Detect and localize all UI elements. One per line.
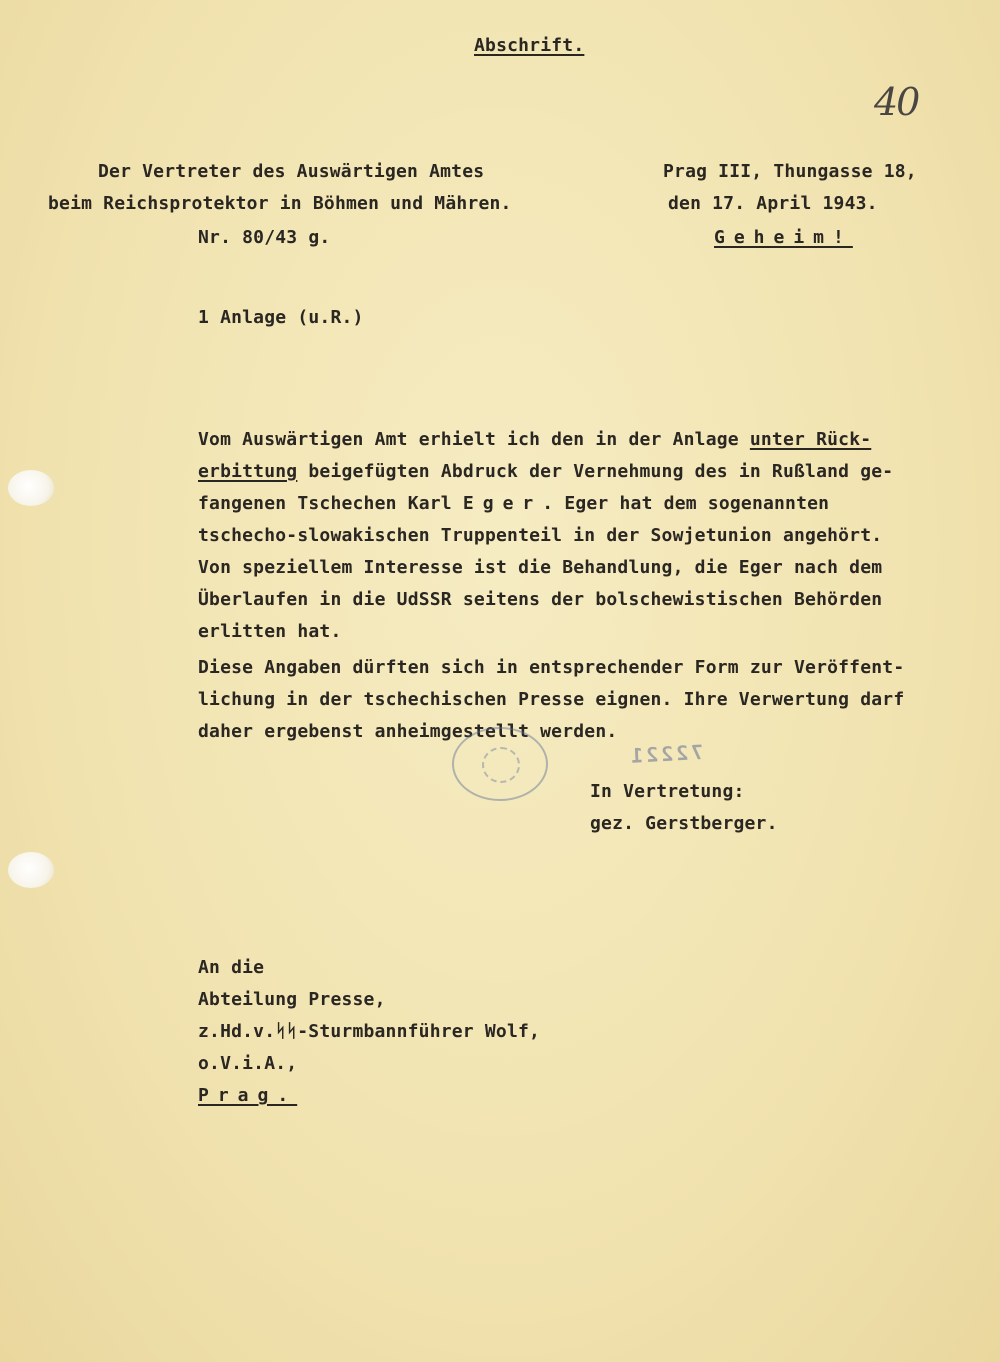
signature-line-1: In Vertretung: — [590, 781, 745, 802]
paragraph-2-line-1: Diese Angaben dürften sich in entsprechender Form zur Veröffent- — [198, 657, 905, 678]
paragraph-1-line-3 — [198, 488, 829, 520]
text-run: Vom Auswärtigen Amt erhielt ich den in der Anlage — [198, 429, 750, 450]
document-title: Abschrift. — [474, 35, 585, 56]
recipient-line-4: o.V.i.A., — [198, 1053, 298, 1074]
punch-hole — [8, 852, 54, 888]
text-run: . Eger hat dem sogenannten — [542, 493, 830, 514]
paragraph-2-line-3: daher ergebenst anheimgestellt werden. — [198, 721, 618, 742]
date-line: den 17. April 1943. — [668, 193, 878, 214]
paragraph-2-line-2: lichung in der tschechischen Presse eignen. Ihre Verwertung darf — [198, 689, 905, 710]
sender-line-2: beim Reichsprotektor in Böhmen und Mähren. — [48, 193, 512, 214]
text-run: beigefügten Abdruck der Vernehmung des in Rußland ge- — [297, 461, 894, 482]
text-run: fangenen Tschechen Karl — [198, 493, 463, 514]
underlined-phrase: erbittung — [198, 461, 298, 482]
recipient-line-1: An die — [198, 957, 265, 978]
spaced-name: Eger — [462, 493, 543, 514]
place-line: Prag III, Thungasse 18, — [663, 161, 917, 182]
underlined-phrase: unter Rück- — [749, 429, 872, 450]
paragraph-1-line-5: Von speziellem Interesse ist die Behandlung, die Eger nach dem — [198, 557, 883, 578]
registry-stamp — [452, 727, 548, 801]
paragraph-1-line-4: tschecho-slowakischen Truppenteil in der Sowjetunion angehört. — [198, 525, 883, 546]
text-run: gez. Gerstberger. — [590, 813, 778, 834]
signature-line-2 — [590, 808, 778, 840]
enclosure-note: 1 Anlage (u.R.) — [198, 307, 364, 328]
paragraph-1-line-2 — [198, 456, 893, 488]
paragraph-1-line-7: erlitten hat. — [198, 621, 342, 642]
paragraph-1-line-1 — [198, 424, 871, 456]
punch-hole — [8, 470, 54, 506]
sender-reference: Nr. 80/43 g. — [198, 227, 331, 248]
classification-mark: Geheim! — [714, 227, 853, 248]
recipient-city: Prag. — [198, 1085, 298, 1106]
sender-line-1: Der Vertreter des Auswärtigen Amtes — [98, 161, 485, 182]
stamp-number: 72221 — [627, 740, 704, 768]
recipient-line-3: z.Hd.v.ᛋᛋ-Sturmbannführer Wolf, — [198, 1021, 541, 1042]
folio-number: 40 — [874, 80, 919, 124]
recipient-line-2: Abteilung Presse, — [198, 989, 386, 1010]
paragraph-1-line-6: Überlaufen in die UdSSR seitens der bolschewistischen Behörden — [198, 589, 883, 610]
